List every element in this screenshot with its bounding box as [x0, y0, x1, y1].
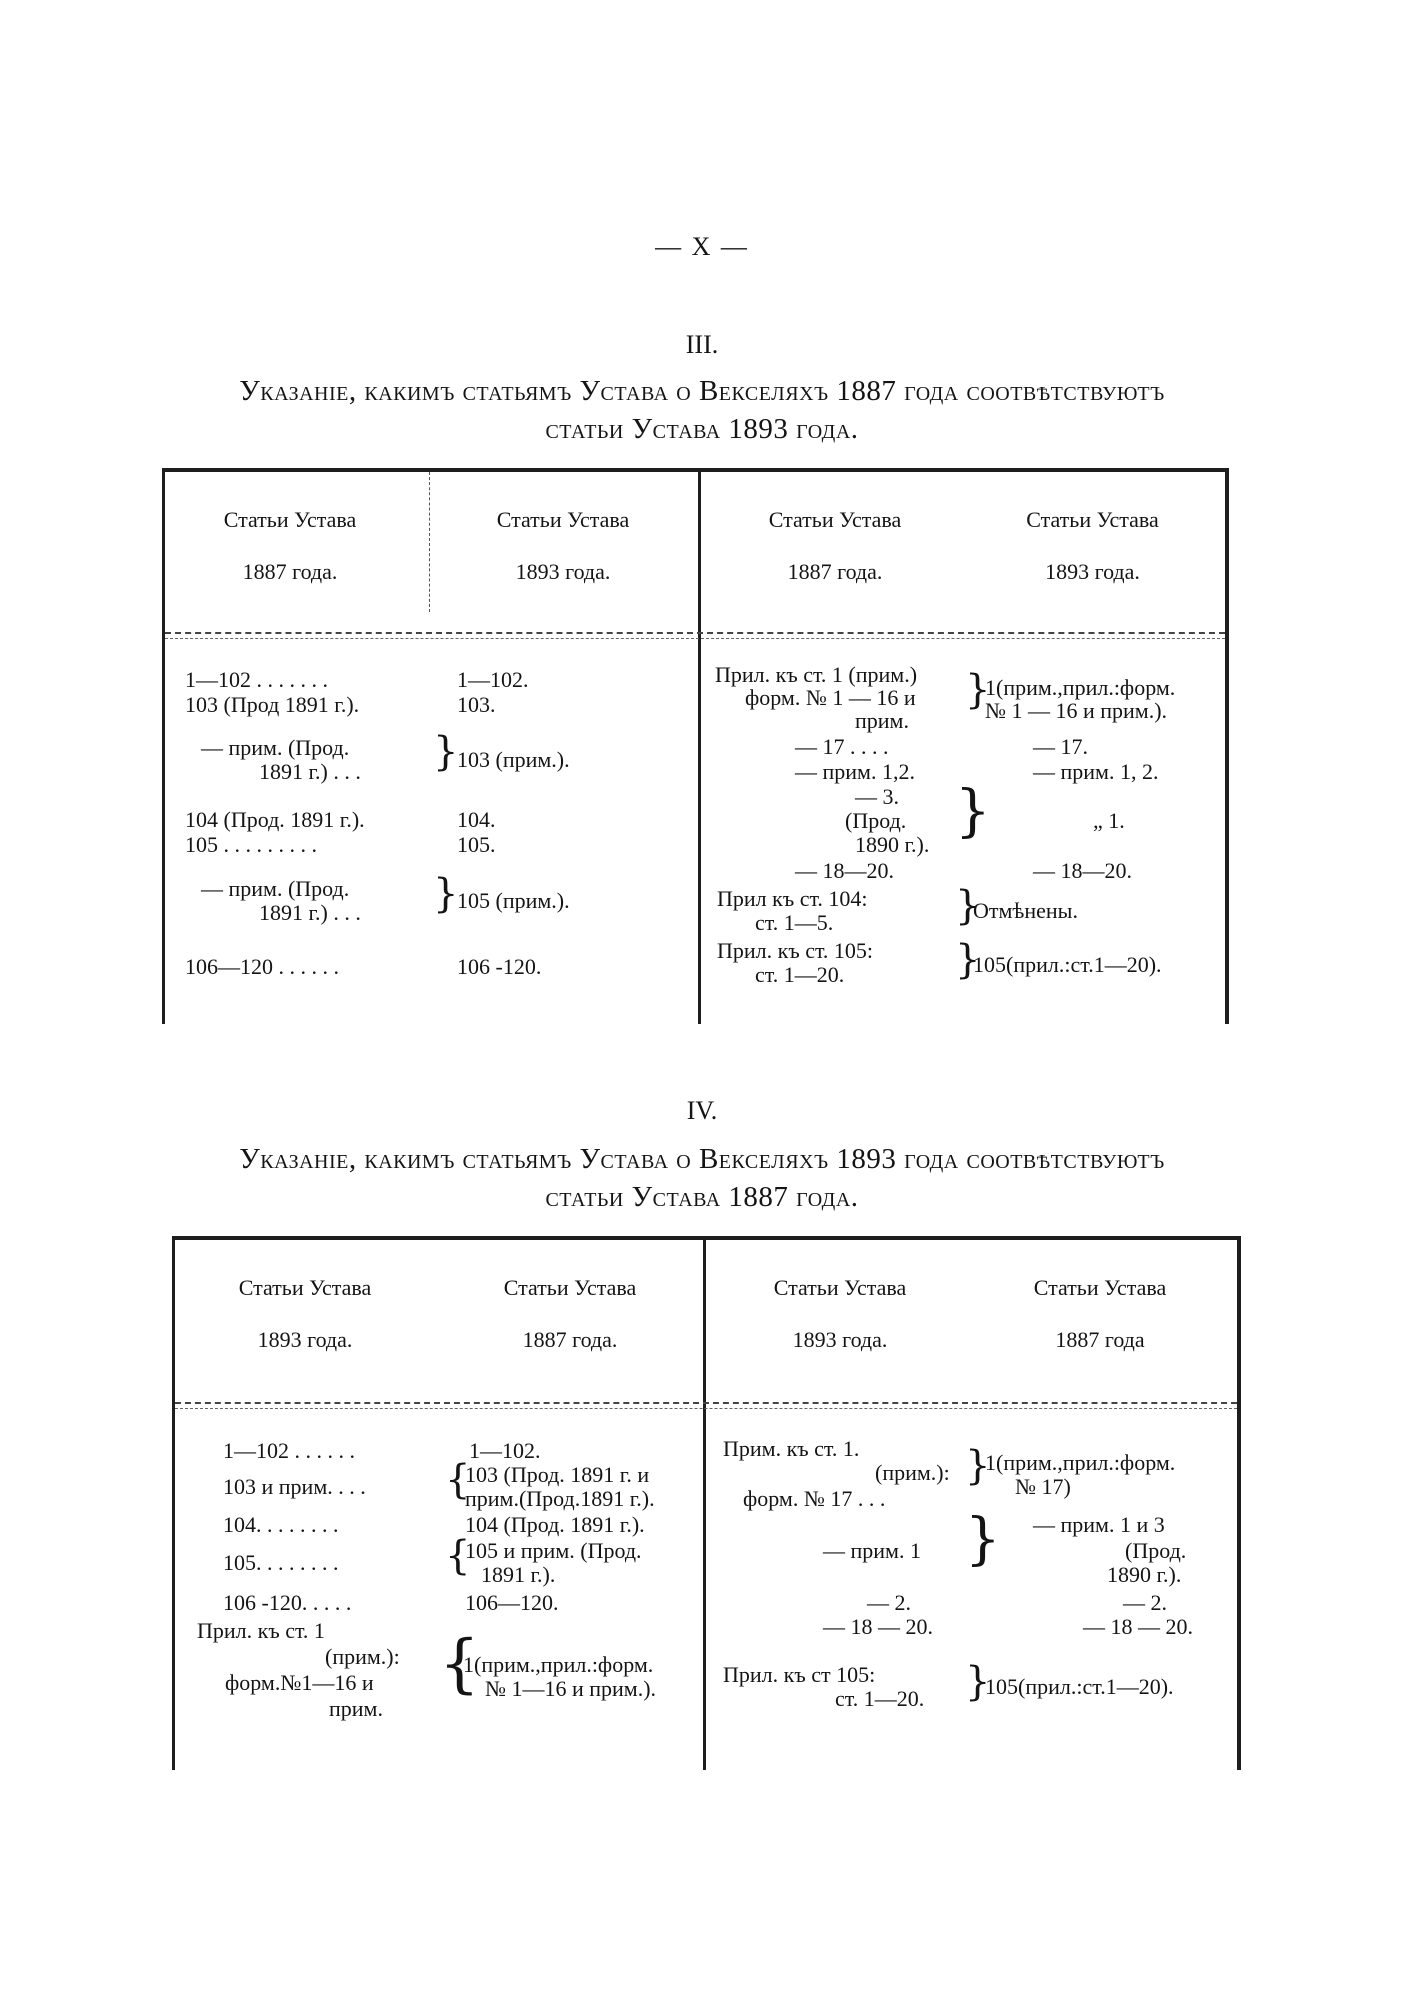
- table-3-left-col2-r2: 103.: [457, 692, 496, 717]
- brace: }: [439, 1627, 480, 1701]
- table-3-header-4: Статьи Устава 1893 года.: [1026, 507, 1159, 584]
- table-4-right-col2-r2: — прим. 1 и 3: [1033, 1512, 1165, 1537]
- table-3-left-col2-r7: 106 -120.: [457, 954, 542, 979]
- table-3-right-col1-r1b: форм. № 1 — 16 и: [745, 685, 916, 710]
- section-4-title-line1: Указаніе, какимъ статьямъ Устава о Векселяхъ 1893 года соотвѣтствуютъ: [239, 1143, 1165, 1175]
- table-3-left-col1-r2: 103 (Прод 1891 г.).: [185, 692, 360, 717]
- table-4-right-col1-r5: Прил. къ ст 105:: [723, 1662, 876, 1687]
- table-3-right-col2-r1b: № 1 — 16 и прим.).: [985, 698, 1168, 723]
- table-4-left-col1-r4: 105. . . . . . . .: [223, 1550, 339, 1575]
- brace: }: [955, 779, 991, 844]
- table-4-left-col2-r3: 104 (Прод. 1891 г.).: [465, 1512, 645, 1537]
- table-3-right-col2-r2: — 17.: [1033, 734, 1088, 759]
- table-3-right-col1-r4: — 3.: [855, 784, 899, 809]
- table-4: [172, 1236, 1241, 1770]
- table-3-right-col1-r2: — 17 . . . .: [795, 734, 889, 759]
- table-4-right-col1-r5b: ст. 1—20.: [835, 1686, 925, 1711]
- table-4-right-col2-r5: 105(прил.:ст.1—20).: [985, 1674, 1174, 1699]
- table-4-left-col1-r6b: (прим.):: [325, 1644, 400, 1669]
- table-3-left-col2-r6: 105 (прим.).: [457, 888, 570, 913]
- table-4-header-4: Статьи Устава 1887 года: [1033, 1275, 1167, 1352]
- table-3-left-col1-r6b: 1891 г.) . . .: [259, 900, 361, 925]
- table-4-right-col1-r1: Прим. къ ст. 1.: [723, 1436, 860, 1461]
- table-4-left-col1-r2: 103 и прим. . . .: [223, 1474, 366, 1499]
- table-3-left-col1-r4: 104 (Прод. 1891 г.).: [185, 807, 365, 832]
- table-3: [162, 468, 1229, 1024]
- table-4-left-col2-r2b: прим.(Прод.1891 г.).: [465, 1486, 655, 1511]
- table-3-right-col1-r4b: (Прод.: [845, 808, 907, 833]
- table-3-left-col1-r6: — прим. (Прод.: [201, 876, 350, 901]
- table-3-right-col1-r6b: ст. 1—5.: [755, 910, 834, 935]
- table-4-right-col1-r3: — 2.: [867, 1590, 911, 1615]
- brace: }: [955, 883, 981, 929]
- table-4-left-col1-r5: 106 -120. . . . .: [223, 1590, 352, 1615]
- table-4-right-col1-r4: — 18 — 20.: [823, 1614, 933, 1639]
- section-4-number: IV.: [686, 1096, 718, 1125]
- table-3-left-col1-r3: — прим. (Прод.: [201, 735, 350, 760]
- table-3-left-col2-r3: 103 (прим.).: [457, 747, 570, 772]
- table-3-left-col1-r1: 1—102 . . . . . . .: [185, 667, 328, 692]
- table-4-right-col1-r1c: форм. № 17 . . .: [743, 1486, 886, 1511]
- table-3-right-col2-r4: „ 1.: [1093, 808, 1125, 833]
- table-4-left-col2-r6: 1(прим.,прил.:форм.: [463, 1652, 654, 1677]
- table-3-header-1: Статьи Устава 1887 года.: [223, 507, 357, 584]
- table-3-left-col1-r7: 106—120 . . . . . .: [185, 954, 339, 979]
- table-3-right-col1-r7b: ст. 1—20.: [755, 962, 845, 987]
- table-4-right-col2-r2c: 1890 г.).: [1107, 1562, 1182, 1587]
- table-4-divider: [703, 1240, 706, 1770]
- table-3-right-col2-r5: — 18—20.: [1033, 858, 1132, 883]
- table-4-left-col1-r6c: форм.№1—16 и: [225, 1670, 374, 1695]
- table-3-header-2: Статьи Устава 1893 года.: [496, 507, 630, 584]
- table-3-left-col2-r5: 105.: [457, 832, 496, 857]
- table-3-header-3: Статьи Устава 1887 года.: [768, 507, 902, 584]
- table-3-left-col1-r3b: 1891 г.) . . .: [259, 759, 361, 784]
- table-4-left-col2-r5: 106—120.: [465, 1590, 559, 1615]
- table-3-right-col1-r1: Прил. къ ст. 1 (прим.): [715, 662, 918, 687]
- brace: }: [955, 937, 981, 983]
- brace: }: [433, 871, 459, 917]
- brace: }: [433, 729, 459, 775]
- section-4-title-line2: статьи Устава 1887 года.: [545, 1181, 859, 1213]
- table-3-right-col1-r7: Прил. къ ст. 105:: [717, 938, 874, 963]
- table-4-right-col1-r2: — прим. 1: [823, 1538, 921, 1563]
- table-4-right-col2-r1: 1(прим.,прил.:форм.: [985, 1450, 1176, 1475]
- table-4-left-col2-r4b: 1891 г.).: [481, 1562, 556, 1587]
- table-3-divider: [698, 472, 701, 1024]
- brace: }: [965, 1659, 991, 1705]
- table-4-header-3: Статьи Устава 1893 года.: [773, 1275, 907, 1352]
- table-4-right-col2-r3: — 2.: [1123, 1590, 1167, 1615]
- section-3-number: III.: [685, 330, 719, 359]
- table-4-left-col1-r3: 104. . . . . . . .: [223, 1512, 339, 1537]
- brace: }: [445, 1457, 471, 1503]
- table-3-right-col2-r3: — прим. 1, 2.: [1033, 759, 1159, 784]
- table-3-right-col2-r1: 1(прим.,прил.:форм.: [985, 675, 1176, 700]
- table-4-right-col2-r1b: № 17): [1015, 1474, 1071, 1499]
- table-3-left-col2-r4: 104.: [457, 807, 496, 832]
- brace: }: [965, 1443, 991, 1489]
- table-4-left-col1-r6: Прил. къ ст. 1: [197, 1618, 325, 1643]
- table-3-right-col1-r1c: прим.: [855, 708, 909, 733]
- table-4-left-col2-r2: 103 (Прод. 1891 г. и: [465, 1462, 650, 1487]
- brace: }: [445, 1533, 471, 1579]
- table-3-right-col1-r5: — 18—20.: [795, 858, 894, 883]
- table-3-left-col1-r5: 105 . . . . . . . . .: [185, 832, 317, 857]
- table-4-left-col2-r6b: № 1—16 и прим.).: [485, 1676, 657, 1701]
- table-3-right-col1-r6: Прил къ ст. 104:: [717, 886, 868, 911]
- brace: }: [965, 1507, 1001, 1572]
- section-3-title-line2: статьи Устава 1893 года.: [545, 413, 859, 445]
- section-3-title-line1: Указаніе, какимъ статьямъ Устава о Векселяхъ 1887 года соотвѣтствуютъ: [239, 375, 1165, 407]
- brace: }: [965, 667, 991, 713]
- table-4-left-col2-r1: 1—102.: [469, 1438, 541, 1463]
- table-4-right-col2-r4: — 18 — 20.: [1083, 1614, 1193, 1639]
- table-3-right-col2-r6: Отмѣнены.: [973, 898, 1078, 923]
- table-3-right-col2-r7: 105(прил.:ст.1—20).: [973, 952, 1162, 977]
- table-3-left-col2-r1: 1—102.: [457, 667, 529, 692]
- page-number: — X —: [655, 232, 749, 261]
- table-4-left-col1-r1: 1—102 . . . . . .: [223, 1438, 355, 1463]
- table-4-header-2: Статьи Устава 1887 года.: [503, 1275, 637, 1352]
- table-4-left-col1-r6d: прим.: [329, 1696, 383, 1721]
- table-4-header-1: Статьи Устава 1893 года.: [238, 1275, 372, 1352]
- table-4-right-col1-r1b: (прим.):: [875, 1460, 950, 1485]
- table-4-left-col2-r4: 105 и прим. (Прод.: [465, 1538, 642, 1563]
- table-4-right-col2-r2b: (Прод.: [1125, 1538, 1187, 1563]
- table-3-right-col1-r3: — прим. 1,2.: [795, 759, 915, 784]
- table-3-right-col1-r4c: 1890 г.).: [855, 832, 930, 857]
